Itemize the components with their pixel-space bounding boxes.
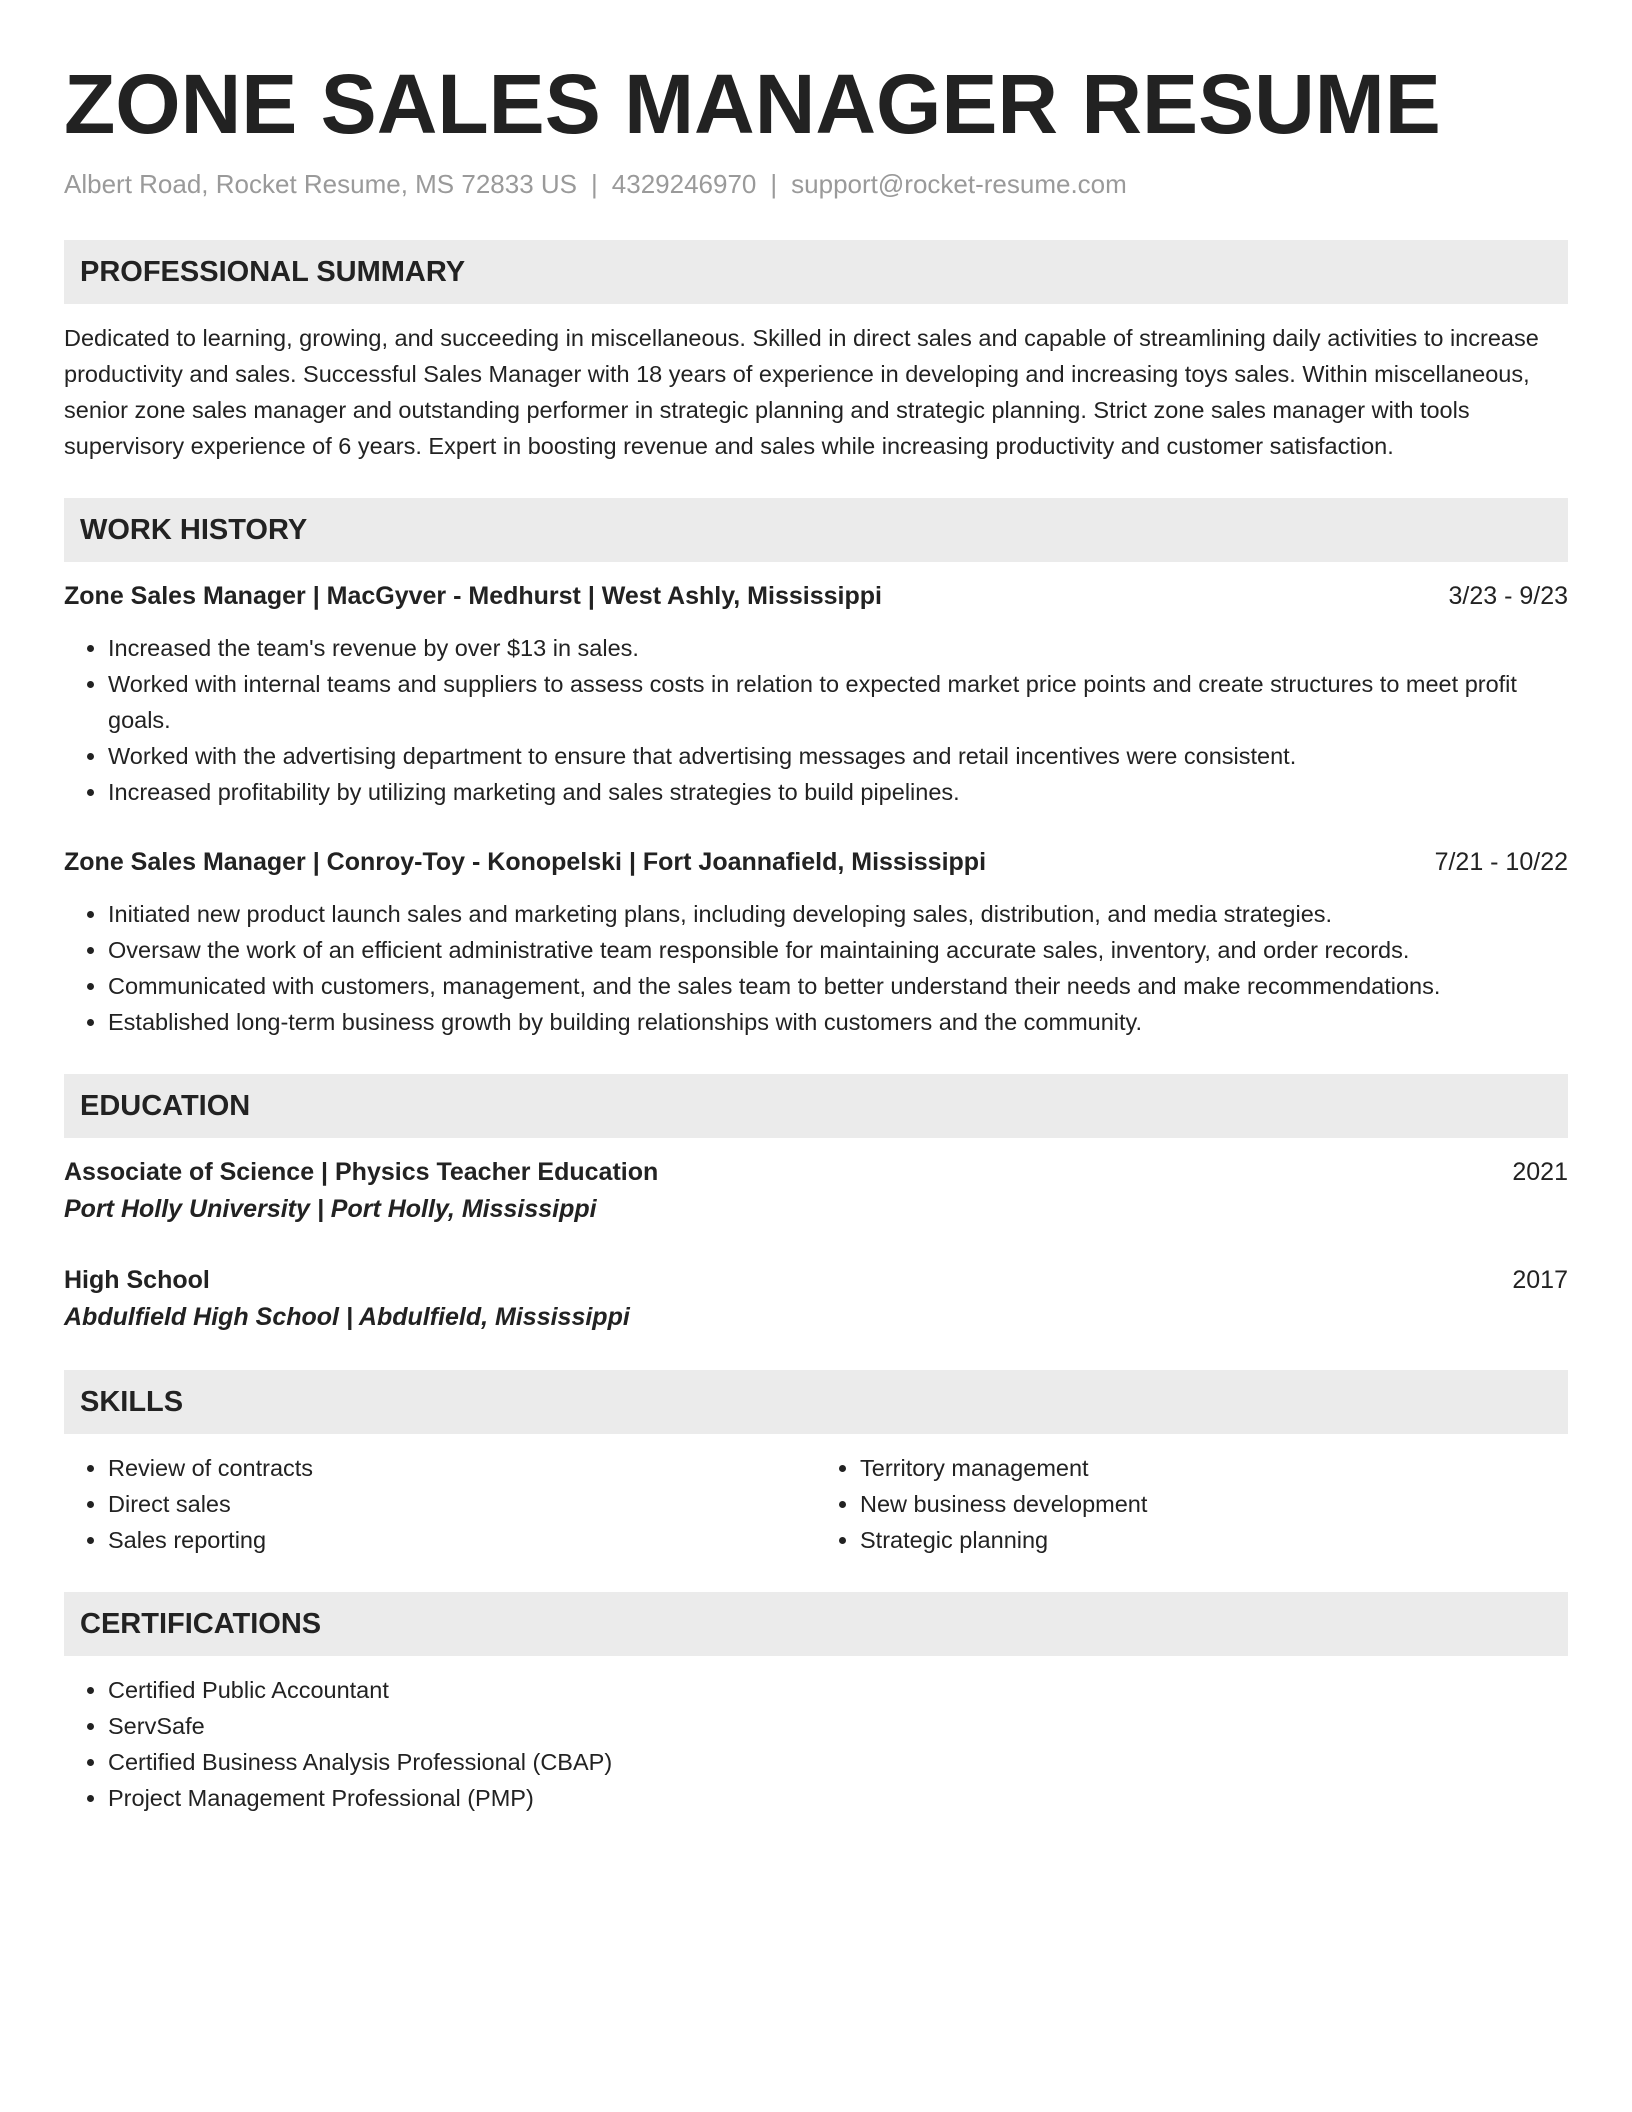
job-bullet: • Increased the team's revenue by over $13 in sales. (108, 630, 1568, 666)
job-header (64, 578, 1568, 614)
certification-item: • ServSafe (108, 1708, 1568, 1744)
skill-item: • Strategic planning (860, 1522, 1568, 1558)
section-header-certifications: CERTIFICATIONS (64, 1592, 1568, 1656)
contact-separator: | (770, 169, 778, 199)
job-dates: 3/23 - 9/23 (1448, 582, 1568, 610)
job-title: Zone Sales Manager | Conroy-Toy - Konopelski | Fort Joannafield, Mississippi (64, 848, 987, 876)
section-header-work-history: WORK HISTORY (64, 498, 1568, 562)
job-bullet: • Oversaw the work of an efficient administrative team responsible for maintaining accurate sales, inventory, and order records. (108, 932, 1568, 968)
education-year: 2017 (1512, 1266, 1568, 1294)
section-header-summary: PROFESSIONAL SUMMARY (64, 240, 1568, 304)
job-bullet: • Increased profitability by utilizing marketing and sales strategies to build pipelines. (108, 774, 1568, 810)
section-header-skills: SKILLS (64, 1370, 1568, 1434)
education-year: 2021 (1512, 1158, 1568, 1186)
skills-column-left (64, 1450, 816, 1558)
education-school: Port Holly University | Port Holly, Mississippi (64, 1195, 597, 1223)
education-degree: High School (64, 1266, 210, 1294)
certification-item: • Certified Business Analysis Professional (CBAP) (108, 1744, 1568, 1780)
job-entry (64, 578, 1568, 810)
contact-email: support@rocket-resume.com (791, 169, 1127, 199)
job-bullet: • Communicated with customers, management, and the sales team to better understand their needs and make recommendations. (108, 968, 1568, 1004)
skills-column-right (816, 1450, 1568, 1558)
education-header (64, 1262, 1568, 1298)
job-bullets (64, 896, 1568, 1040)
resume-title: ZONE SALES MANAGER RESUME (64, 57, 1441, 151)
education-degree: Associate of Science | Physics Teacher Education (64, 1158, 659, 1186)
certifications-list (64, 1672, 1568, 1816)
job-bullet: • Established long-term business growth by building relationships with customers and the community. (108, 1004, 1568, 1040)
summary-text: Dedicated to learning, growing, and succeeding in miscellaneous. Skilled in direct sales and capable of streamlining daily activities to increase productivity and sales. Successful Sales Manager with 18 years of experience in developing and increasing toys sales. Within miscellaneous, senior zone sales manager and outstanding performer in strategic planning and strategic planning. Strict zone sales manager with tools supervisory experience of 6 years. Expert in boosting revenue and sales while increasing productivity and customer satisfaction. (64, 325, 1539, 459)
education-school: Abdulfield High School | Abdulfield, Mississippi (64, 1303, 630, 1331)
skill-item: • New business development (860, 1486, 1568, 1522)
education-entry (64, 1154, 1568, 1228)
job-bullet: • Initiated new product launch sales and marketing plans, including developing sales, distribution, and media strategies. (108, 896, 1568, 932)
job-header (64, 844, 1568, 880)
skill-item: • Sales reporting (108, 1522, 816, 1558)
contact-line (64, 166, 1568, 202)
job-bullets (64, 630, 1568, 810)
skill-item: • Territory management (860, 1450, 1568, 1486)
education-entry (64, 1262, 1568, 1336)
job-dates: 7/21 - 10/22 (1434, 848, 1568, 876)
certification-item: • Certified Public Accountant (108, 1672, 1568, 1708)
certifications-bullets (64, 1672, 1568, 1816)
certification-item: • Project Management Professional (PMP) (108, 1780, 1568, 1816)
education-header (64, 1154, 1568, 1190)
job-title: Zone Sales Manager | MacGyver - Medhurst | West Ashly, Mississippi (64, 582, 882, 610)
job-bullet: • Worked with internal teams and suppliers to assess costs in relation to expected market price points and create structures to meet profit goals. (108, 666, 1568, 738)
section-header-education: EDUCATION (64, 1074, 1568, 1138)
skill-item: • Direct sales (108, 1486, 816, 1522)
job-bullet: • Worked with the advertising department to ensure that advertising messages and retail incentives were consistent. (108, 738, 1568, 774)
contact-address: Albert Road, Rocket Resume, MS 72833 US (64, 169, 578, 199)
contact-phone: 4329246970 (611, 169, 757, 199)
contact-separator: | (591, 169, 598, 199)
skills-list (64, 1450, 1568, 1558)
job-entry (64, 844, 1568, 1040)
skill-item: • Review of contracts (108, 1450, 816, 1486)
